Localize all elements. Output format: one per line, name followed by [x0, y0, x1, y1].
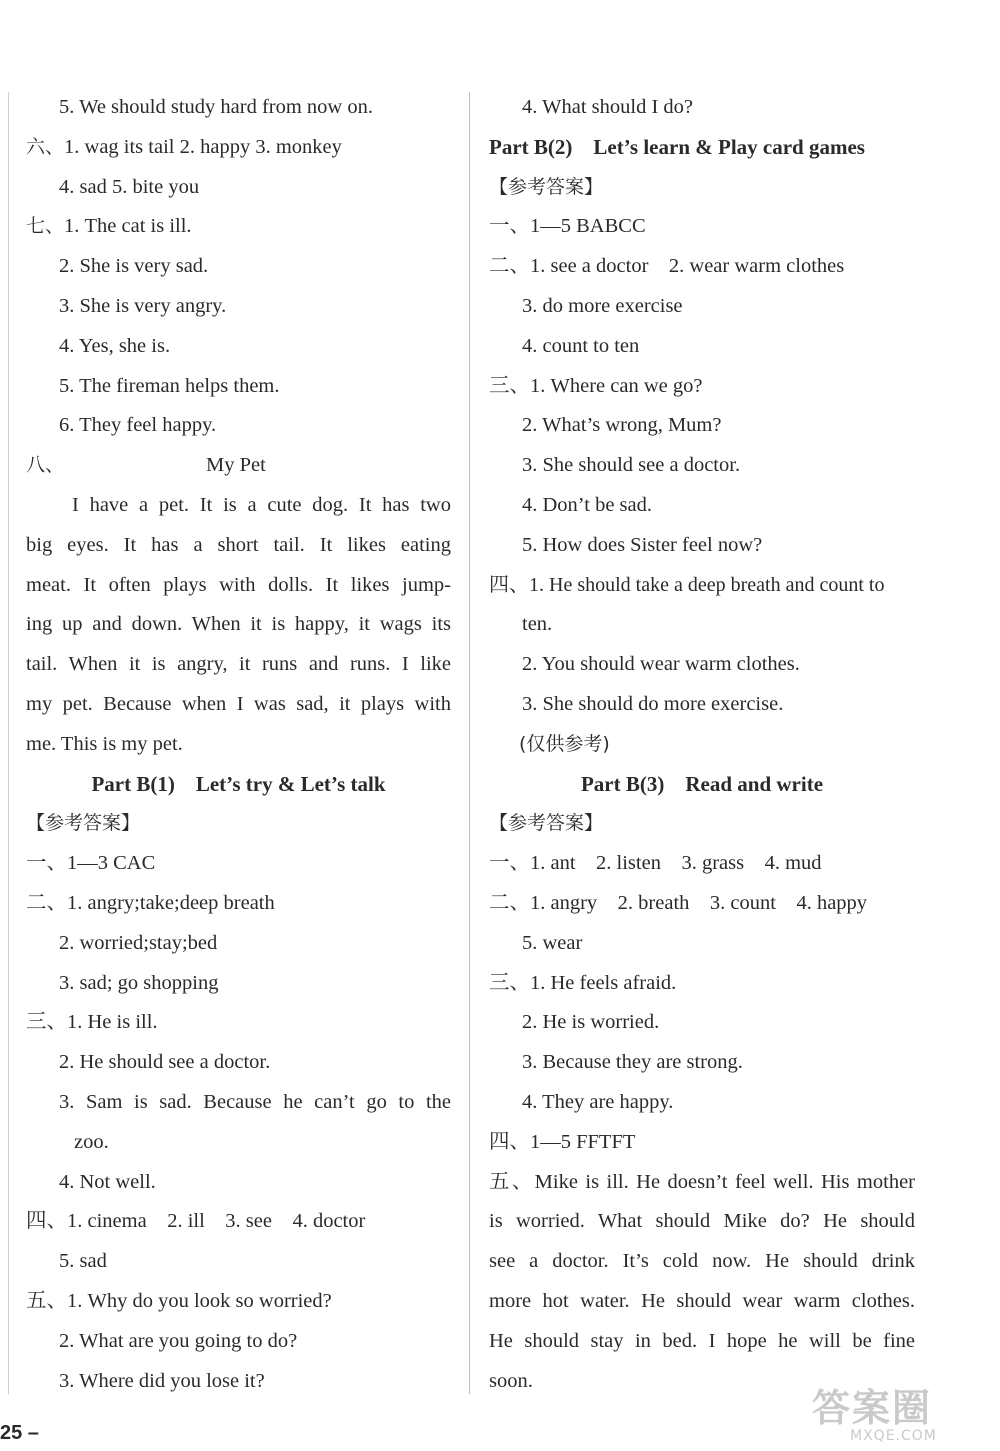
- reference-answer-label: 【参考答案】: [489, 175, 604, 198]
- essay-line: is worried. What should Mike do? He should: [489, 1210, 915, 1233]
- answer-line: 3. She should do more exercise.: [522, 692, 784, 715]
- answer-line: 二、1. angry;take;deep breath: [26, 891, 275, 914]
- answer-line: 4. sad 5. bite you: [59, 175, 200, 198]
- reference-answer-label: 【参考答案】: [489, 812, 604, 835]
- answer-line: 2. She is very sad.: [59, 255, 209, 278]
- essay-line: tail. When it is angry, it runs and runs. I like: [26, 653, 451, 676]
- essay-title-row: [26, 446, 451, 486]
- essay-line: big eyes. It has a short tail. It likes eating: [26, 533, 451, 556]
- answer-line: 3. Sam is sad. Because he can’t go to the: [59, 1090, 451, 1113]
- left-column: [26, 88, 451, 1401]
- answer-line: 2. What’s wrong, Mum?: [522, 414, 722, 437]
- answer-line: 2. worried;stay;bed: [59, 931, 218, 954]
- section-number: 六、: [26, 135, 65, 158]
- left-margin-rule: [8, 92, 9, 1394]
- answer-text: 1. wag its tail 2. happy 3. monkey: [64, 135, 342, 158]
- answer-line: 2. What are you going to do?: [59, 1329, 298, 1352]
- answer-line: 二、1. see a doctor 2. wear warm clothes: [489, 255, 845, 278]
- answer-line: 5. We should study hard from now on.: [59, 96, 373, 118]
- answer-line: 4. They are happy.: [522, 1090, 674, 1113]
- watermark-text: 答案圈: [812, 1386, 933, 1430]
- essay-line: He should stay in bed. I hope he will be fine: [489, 1329, 915, 1352]
- section-heading: Part B(3) Read and write: [580, 771, 824, 796]
- right-column: [489, 88, 915, 1401]
- answer-line: 5. sad: [59, 1250, 107, 1273]
- answer-line: 5. The fireman helps them.: [59, 374, 280, 397]
- essay-line: see a doctor. It’s cold now. He should drink: [489, 1250, 915, 1273]
- answer-line: 3. sad; go shopping: [59, 971, 219, 994]
- answer-line: 三、1. Where can we go?: [489, 374, 703, 397]
- answer-line: 6. They feel happy.: [59, 414, 217, 437]
- answer-line: 2. He is worried.: [522, 1011, 660, 1034]
- essay-line: soon.: [489, 1369, 533, 1392]
- reference-answer-label: 【参考答案】: [26, 812, 141, 835]
- answer-line: 4. Yes, she is.: [59, 334, 171, 357]
- answer-line: 4. What should I do?: [522, 96, 693, 118]
- answer-line: 5. wear: [522, 931, 583, 954]
- answer-line: [26, 128, 451, 168]
- essay-title: My Pet: [206, 454, 266, 477]
- answer-line: 一、1—3 CAC: [26, 852, 156, 875]
- reference-note: (仅供参考): [519, 732, 610, 755]
- answer-line: 四、1. He should take a deep breath and count to: [489, 573, 885, 596]
- page-number: 25 –: [0, 1422, 39, 1444]
- answer-line: 3. Where did you lose it?: [59, 1369, 265, 1392]
- answer-line: ten.: [522, 613, 553, 636]
- watermark-url: MXQE.COM: [850, 1428, 937, 1444]
- answer-line: 一、1. ant 2. listen 3. grass 4. mud: [489, 852, 822, 875]
- answer-line: 2. You should wear warm clothes.: [522, 653, 800, 676]
- section-heading: Part B(1) Let’s try & Let’s talk: [91, 771, 386, 796]
- answer-line: [26, 207, 451, 247]
- answer-line: 二、1. angry 2. breath 3. count 4. happy: [489, 891, 868, 914]
- answer-line: 三、1. He is ill.: [26, 1011, 158, 1034]
- answer-line: 一、1—5 BABCC: [489, 215, 646, 238]
- essay-line: me. This is my pet.: [26, 732, 183, 755]
- answer-line: 四、1—5 FFTFT: [489, 1130, 636, 1153]
- answer-line: 三、1. He feels afraid.: [489, 971, 677, 994]
- essay-line: meat. It often plays with dolls. It likes jump-: [26, 573, 451, 596]
- answer-line: 5. How does Sister feel now?: [522, 533, 763, 556]
- answer-line: 3. Because they are strong.: [522, 1051, 743, 1074]
- answer-line: 2. He should see a doctor.: [59, 1051, 271, 1074]
- watermark-logo: [812, 1388, 992, 1448]
- answer-line: 4. Not well.: [59, 1170, 156, 1193]
- essay-line: 五、Mike is ill. He doesn’t feel well. His mother: [489, 1170, 915, 1193]
- essay-line: more hot water. He should wear warm clothes.: [489, 1289, 915, 1312]
- essay-line: ing up and down. When it is happy, it wags its: [26, 613, 451, 636]
- section-number: 七、: [26, 215, 65, 238]
- answer-line: 3. do more exercise: [522, 294, 683, 317]
- section-heading: Part B(2) Let’s learn & Play card games: [489, 134, 865, 159]
- answer-text: 1. The cat is ill.: [64, 215, 192, 238]
- answer-line: 4. Don’t be sad.: [522, 493, 653, 516]
- column-divider: [469, 92, 470, 1394]
- answer-line: 4. count to ten: [522, 334, 640, 357]
- answer-line: 四、1. cinema 2. ill 3. see 4. doctor: [26, 1210, 366, 1233]
- answer-line: zoo.: [74, 1130, 109, 1153]
- answer-line: 五、1. Why do you look so worried?: [26, 1289, 332, 1312]
- answer-line: 3. She is very angry.: [59, 294, 227, 317]
- section-number: 八、: [26, 454, 65, 477]
- essay-line: my pet. Because when I was sad, it plays with: [26, 692, 451, 715]
- answer-line: 3. She should see a doctor.: [522, 454, 741, 477]
- essay-line: I have a pet. It is a cute dog. It has two: [72, 493, 451, 516]
